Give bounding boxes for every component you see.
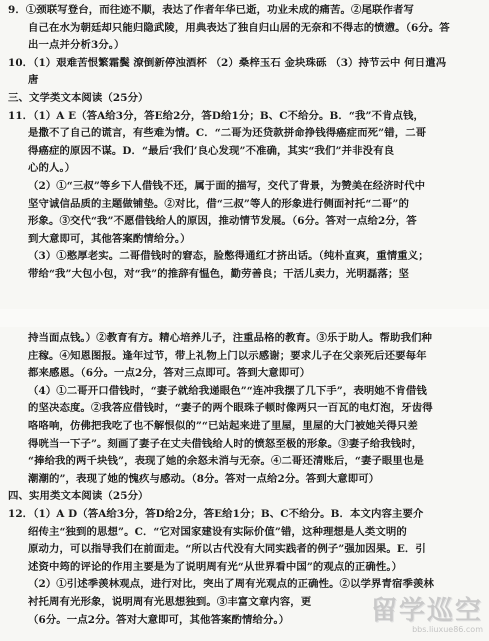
text-line: 形象。③交代“我”不愿借钱给人的原因，推动情节发展。（6分。答对一点给2分，答 bbox=[28, 215, 417, 228]
text-line: 持当面点钱。）②教育有方。精心培养儿子，注重品格的教育。③乐于助人。帮助我们种 bbox=[28, 332, 432, 344]
text-line: 绍传主“独到的思想”。C．“它对国家建设有实际价值”错，这种理想是人类文明的 bbox=[28, 525, 407, 538]
text-line: （2）①引述季羡林观点，进行对比，突出了周有光观点的正确性。②以学界青宿季羡林 bbox=[28, 578, 434, 591]
text-line: 带给“我”大包小包，对“我”的推辞有愠色，勤劳善良；干活儿卖力，光明磊落；坚 bbox=[28, 267, 409, 280]
page-gap bbox=[0, 309, 489, 327]
text-line: 原动力，可以指导我们在前面走。“所以古代没有大同实践者的例子”强加因果。E．引 bbox=[28, 543, 426, 556]
text-line: （6分。一点2分。答对大意即可，其他答案酌情给分。） bbox=[28, 613, 290, 626]
text-line: “捧给我的两千块钱”，表现了她的余怒未消与无奈。④二哥还清账后，“妻子眼里也是 bbox=[28, 455, 424, 468]
text-line: 自己在水为朝廷却只能归隐武陵，用典表达了独自归山居的无奈和不得志的愤懑。（6分。答 bbox=[28, 21, 450, 34]
text-line: 得咣当一下子”。刻画了妻子在丈夫借钱给人时的愤怒至极的形象。③妻子给我钱时， bbox=[28, 437, 423, 450]
watermark bbox=[355, 597, 483, 637]
text-line: 到大意即可，其他答案酌情给分。） bbox=[28, 232, 191, 245]
text-line: 述资中筠的评论的作用主要是为了说明周有光“从世界看中国”的观点的正确性。） bbox=[28, 560, 403, 573]
text-line: （4）①二哥开口借钱时，“妻子就给我递眼色”“连冲我摆了几下手”，表明她不肯借钱 bbox=[28, 384, 427, 397]
text-line: 都来感恩。（6分。一点2分，答对三点即可。答到大意即可） bbox=[28, 367, 311, 380]
text-line: 衬托周有光形象，说明周有光思想独到。③丰富文章内容，更 bbox=[28, 595, 312, 608]
text-line: 得癌症的原因不谋。D．“最后‘我们’良心发现”不准确，其实“我们”并非没有良 bbox=[28, 144, 395, 157]
text-line: （2）①“三叔”等乡下人借钱不还，属于面的描写，交代了背景，为赞美在经济时代中 bbox=[28, 179, 426, 192]
text-line: 心的人。） bbox=[28, 162, 76, 175]
text-line: 庄稼。④知恩图报。逢年过节，带上礼物上门以示感谢；要求儿子在父亲死后还要每年 bbox=[28, 349, 427, 362]
text-line: 的坚决态度。②我答应借钱时，“妻子的两个眼珠子顿时像两只一百瓦的电灯泡，牙齿得 bbox=[28, 402, 433, 415]
section-heading: 四、实用类文本阅读（25分） bbox=[8, 490, 149, 503]
watermark-logo: 留学巡空 bbox=[370, 596, 483, 626]
text-line: 坚守诚信品质的主题做铺垫。②对比，借“三叔”等人的形象进行侧面衬托“二哥”的 bbox=[28, 197, 409, 210]
text-line: 唐 bbox=[28, 74, 39, 87]
text-line: 是撒不了自己的谎言，有些难为情。C．“二哥为还贷款拼命挣钱得癌症而死”错，二哥 bbox=[28, 127, 427, 140]
text-line: 咯咯响，仿佛把我吃了也不解恨似的”“已站起来进了里屋，里屋的大门被她关得只差 bbox=[28, 419, 418, 432]
watermark-url: bbs.liuxue86.com bbox=[412, 625, 483, 634]
section-heading: 三、文学类文本阅读（25分） bbox=[8, 91, 149, 104]
text-line: （3）①憨厚老实。二哥借钱时的窘态，脸憋得通红才挤出话。（纯朴直爽，重情重义； bbox=[28, 250, 429, 263]
text-line: 出一点并分析3分。） bbox=[28, 39, 125, 52]
text-line: 11．（1）A E（答A给3分，答E给2分，答D给1分；B、C不给分。B．“我”不肯点钱， bbox=[8, 109, 424, 122]
text-line: 10．（1）艰难苦恨繁霜鬓 潦倒新停浊酒杯 （2）桑梓玉石 金块珠砾 （3）持节云中 何日遣冯 bbox=[8, 56, 447, 69]
answer-text-top bbox=[8, 2, 478, 284]
text-line: 9．①颈联写登台，而往迹不顺，表达了作者年华已逝，功业未成的痛苦。②尾联作者写 bbox=[8, 4, 414, 16]
text-line: 潮潮的”，表现了她的愧疚与感动。（8分。答对一点给2分。答到大意即可） bbox=[28, 472, 380, 485]
text-line: 12．（1）A D（答A给3分，答D给2分，答E给1分；B、C不给分。B．本文内容主要介 bbox=[8, 507, 424, 520]
answer-text-bottom bbox=[8, 330, 478, 629]
